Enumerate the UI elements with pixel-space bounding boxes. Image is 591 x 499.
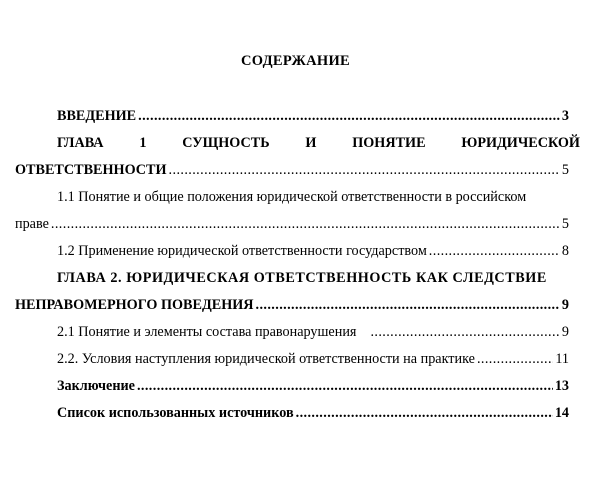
dot-leader	[370, 322, 559, 342]
toc-entry-label: НЕПРАВОМЕРНОГО ПОВЕДЕНИЯ	[15, 297, 254, 313]
toc-entry-page: 3	[561, 108, 569, 124]
toc-entry-section-1-1-line-2	[15, 214, 569, 234]
toc-entry-page: 8	[561, 243, 569, 259]
dot-leader	[137, 376, 553, 396]
toc-entry-page: 11	[555, 351, 569, 367]
chapter-1-word: ПОНЯТИЕ	[352, 135, 426, 151]
toc-entry-section-2-2	[57, 349, 569, 369]
dot-leader	[429, 241, 560, 261]
toc-entry-chapter-1-line-1	[57, 133, 580, 153]
dot-leader	[51, 214, 560, 234]
toc-entry-label: ОТВЕТСТВЕННОСТИ	[15, 162, 167, 178]
toc-entry-page: 14	[554, 405, 569, 421]
chapter-1-word: И	[305, 135, 317, 151]
toc-entry-label: Список использованных источников	[57, 405, 294, 421]
toc-entry-chapter-2-line-1: ГЛАВА 2. ЮРИДИЧЕСКАЯ ОТВЕТСТВЕННОСТЬ КАК СЛЕДСТВИЕ	[57, 270, 547, 286]
toc-entry-page: 5	[561, 162, 569, 178]
toc-entry-chapter-2-line-2	[15, 295, 569, 315]
toc-entry-section-1-1-line-1: 1.1 Понятие и общие положения юридической ответственности в российском	[57, 189, 527, 205]
toc-entry-page: 5	[561, 216, 569, 232]
chapter-1-word: 1	[139, 135, 147, 151]
toc-entry-section-1-2	[57, 241, 569, 261]
toc-entry-label: 1.2 Применение юридической ответственности государством	[57, 243, 427, 259]
toc-entry-label: 2.2. Условия наступления юридической ответственности на практике	[57, 351, 475, 367]
dot-leader	[256, 295, 560, 315]
dot-leader	[169, 160, 560, 180]
dot-leader	[477, 349, 553, 369]
toc-entry-section-2-1	[57, 322, 569, 342]
toc-entry-sources	[57, 403, 569, 423]
toc-entry-page: 9	[561, 324, 569, 340]
toc-entry-label: 2.1 Понятие и элементы состава правонарушения	[57, 324, 357, 340]
chapter-1-word: СУЩНОСТЬ	[182, 135, 270, 151]
chapter-1-word: ЮРИДИЧЕСКОЙ	[461, 135, 580, 151]
toc-entry-label: праве	[15, 216, 49, 232]
page-title: СОДЕРЖАНИЕ	[240, 53, 351, 69]
toc-entry-label: ВВЕДЕНИЕ	[57, 108, 137, 124]
dot-leader	[296, 403, 553, 423]
toc-entry-page: 13	[554, 378, 569, 394]
chapter-1-word: ГЛАВА	[57, 135, 104, 151]
toc-entry-chapter-1-line-2	[15, 160, 569, 180]
toc-entry-introduction	[57, 106, 569, 126]
toc-entry-conclusion	[57, 376, 569, 396]
toc-entry-label: Заключение	[57, 378, 135, 394]
toc-entry-page: 9	[561, 297, 569, 313]
dot-leader	[138, 106, 560, 126]
